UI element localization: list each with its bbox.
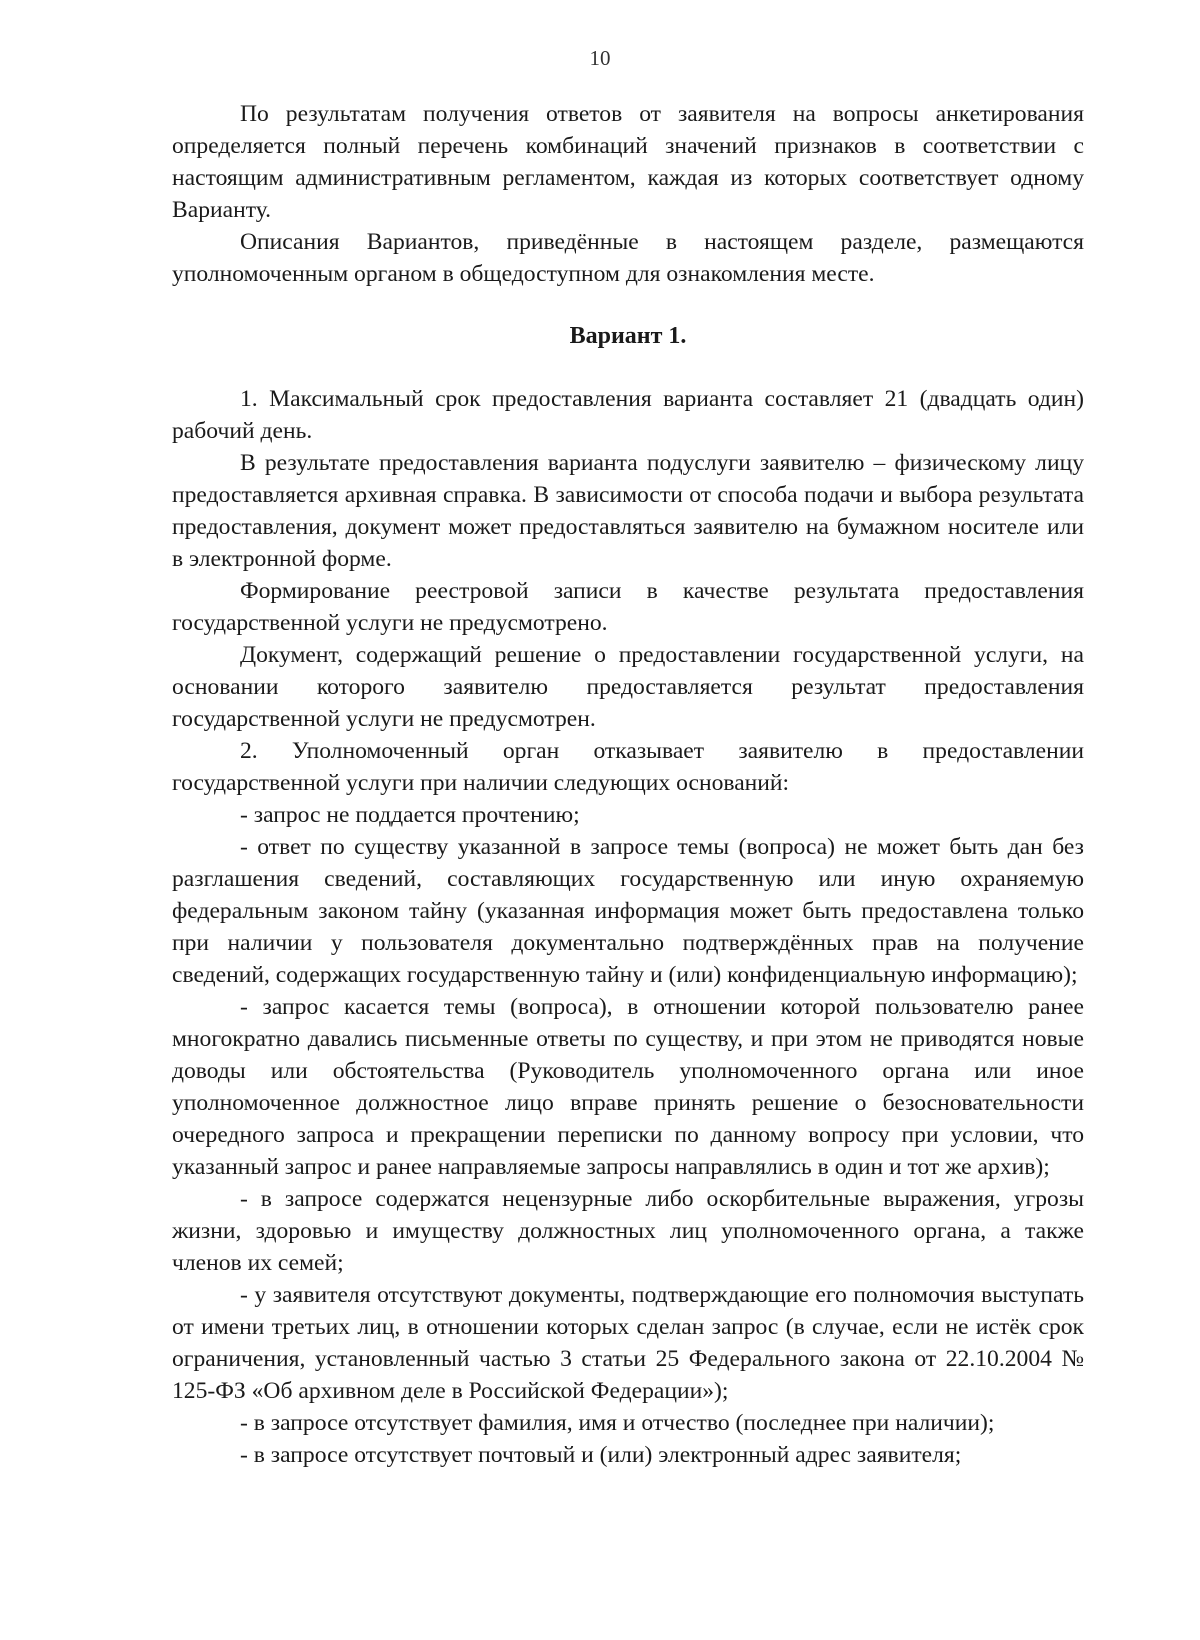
variant-paragraph-1: 1. Максимальный срок предоставления варианта составляет 21 (двадцать один) рабочий день.	[172, 386, 1084, 444]
refusal-ground-item: - в запросе содержатся нецензурные либо оскорбительные выражения, угрозы жизни, здоровью и имуществу должностных лиц уполномоченного органа, а также членов их семей;	[172, 1186, 1084, 1276]
intro-paragraph-2: Описания Вариантов, приведённые в настоящем разделе, размещаются уполномоченным органом в общедоступном для ознакомления месте.	[172, 229, 1084, 287]
refusal-ground-item: - запрос касается темы (вопроса), в отношении которой пользователю ранее многократно давались письменные ответы по существу, и при этом не приводятся новые доводы или обстоятельства (Руководитель уполномоченного органа или иное уполномоченное должностное лицо вправе принять решение о безосновательности очередного запроса и прекращении переписки по данному вопросу при условии, что указанный запрос и ранее направляемые запросы направлялись в один и тот же архив);	[172, 994, 1084, 1180]
refusal-ground-item: - в запросе отсутствует фамилия, имя и отчество (последнее при наличии);	[240, 1410, 995, 1436]
variant-paragraph-2: В результате предоставления варианта подуслуги заявителю – физическому лицу предоставляется архивная справка. В зависимости от способа подачи и выбора результата предоставления, документ может предоставляться заявителю на бумажном носителе или в электронной форме.	[172, 450, 1084, 572]
variant-paragraph-3: Формирование реестровой записи в качестве результата предоставления государственной услуги не предусмотрено.	[172, 578, 1084, 636]
section-heading: Вариант 1.	[569, 323, 687, 349]
refusal-ground-item: - у заявителя отсутствуют документы, подтверждающие его полномочия выступать от имени третьих лиц, в отношении которых сделан запрос (в случае, если не истёк срок ограничения, установленный частью 3 статьи 25 Федерального закона от 22.10.2004 № 125-ФЗ «Об архивном деле в Российской Федерации»);	[172, 1282, 1084, 1404]
refusal-ground-item: - запрос не поддается прочтению;	[240, 802, 580, 828]
document-body	[172, 98, 1084, 1471]
refusal-grounds-intro: 2. Уполномоченный орган отказывает заявителю в предоставлении государственной услуги при наличии следующих оснований:	[172, 738, 1084, 796]
refusal-ground-item: - ответ по существу указанной в запросе темы (вопроса) не может быть дан без разглашения сведений, составляющих государственную или иную охраняемую федеральным законом тайну (указанная информация может быть предоставлена только при наличии у пользователя документально подтверждённых прав на получение сведений, содержащих государственную тайну и (или) конфиденциальную информацию);	[172, 834, 1084, 988]
intro-paragraph-1: По результатам получения ответов от заявителя на вопросы анкетирования определяется полный перечень комбинаций значений признаков в соответствии с настоящим административным регламентом, каждая из которых соответствует одному Варианту.	[172, 101, 1084, 223]
page-number: 10	[589, 46, 611, 70]
variant-paragraph-4: Документ, содержащий решение о предоставлении государственной услуги, на основании которого заявителю предоставляется результат предоставления государственной услуги не предусмотрен.	[172, 642, 1084, 732]
refusal-ground-item: - в запросе отсутствует почтовый и (или) электронный адрес заявителя;	[240, 1442, 962, 1468]
